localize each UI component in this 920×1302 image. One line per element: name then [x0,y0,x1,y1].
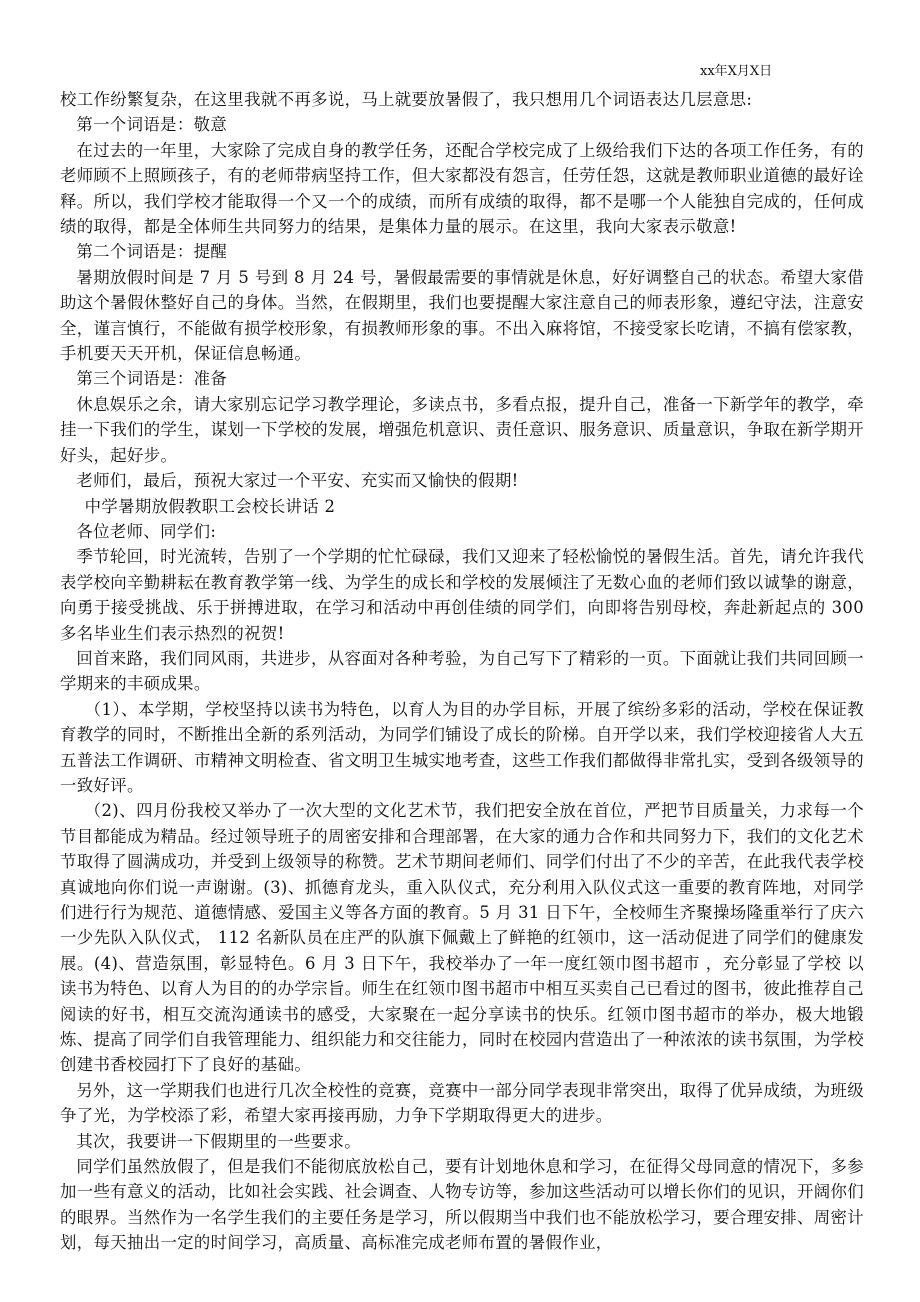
speech-title: 中学暑期放假教职工会校长讲话 2 [84,496,336,516]
paragraph: 季节轮回，时光流转，告别了一个学期的忙忙碌碌，我们又迎来了轻松愉悦的暑假生活。首先，请允许我代表学校向辛勤耕耘在教育教学第一线、为学生的成长和学校的发展倾注了无数心血的老师们致以诚挚的谢意，向勇于接受挑战、乐于拼搏进取，在学习和活动中再创佳绩的同学们，向即将告别母校，奔赴新起点的 300 多名毕业生们表示热烈的祝贺! [60,547,864,643]
section-heading: 第三个词语是：准备 [76,369,228,389]
paragraph: 其次，我要讲一下假期里的一些要求。 [76,1131,361,1151]
paragraph: 在过去的一年里，大家除了完成自身的教学任务，还配合学校完成了上级给我们下达的各项工作任务，有的老师顾不上照顾孩子，有的老师带病坚持工作，但大家都没有怨言，任劳任怨，这就是教师职业道德的最好诠释。所以，我们学校才能取得一个又一个的成绩，而所有成绩的取得，都不是哪一个人能独自完成的，任何成绩的取得，都是全体师生共同努力的结果，是集体力量的展示。在这里，我向大家表示敬意! [60,140,864,237]
document-body [60,87,864,1256]
paragraph: （2)、四月份我校又举办了一次大型的文化艺术节，我们把安全放在首位，严把节目质量关，力求每一个节目都能成为精品。经过领导班子的周密安排和合理部署，在大家的通力合作和共同努力下，我们的文化艺术节取得了圆满成功，并受到上级领导的称赞。艺术节期间老师们、同学们付出了不少的辛苦，在此我代表学校真诚地向你们说一声谢谢。(3)、抓德育龙头，重入队仪式，充分利用入队仪式这一重要的教育阵地，对同学们进行行为规范、道德情感、爱国主义等各方面的教育。5 月 31 日下午，全校师生齐聚操场隆重举行了庆六一少先队入队仪式， 112 名新队员在庄严的队旗下佩戴上了鲜艳的红领巾，这一活动促进了同学们的健康发展。(4)、营造氛围，彰显特色。6 月 3 日下午，我校举办了一年一度红领巾图书超市 ，充分彰显了学校 以读书为特色、以育人为目的的办学宗旨。师生在红领巾图书超市中相互买卖自己已看过的图书，彼此推荐自己阅读的好书，相互交流沟通读书的感受，大家聚在一起分享读书的快乐。红领巾图书超市的举办，极大地锻炼、提高了同学们自我管理能力、组织能力和交往能力，同时在校园内营造出了一种浓浓的读书氛围，为学校创建书香校园打下了良好的基础。 [60,801,864,1075]
paragraph: 暑期放假时间是 7 月 5 号到 8 月 24 号，暑假最需要的事情就是休息，好好调整自己的状态。希望大家借助这个暑假休整好自己的身体。当然，在假期里，我们也要提醒大家注意自己的师表形象，遵纪守法，注意安全，谨言慎行，不能做有损学校形象，有损教师形象的事。不出入麻将馆，不接受家长吃请，不搞有偿家教，手机要天天开机，保证信息畅通。 [60,267,864,364]
paragraph: 老师们，最后，预祝大家过一个平安、充实而又愉快的假期! [76,471,519,491]
paragraph: 另外，这一学期我们也进行几次全校性的竞赛，竞赛中一部分同学表现非常突出，取得了优异成绩，为班级争了光，为学校添了彩，希望大家再接再励，力争下学期取得更大的进步。 [60,1080,864,1126]
paragraph: 回首来路，我们同风雨，共进步，从容面对各种考验，为自己写下了精彩的一页。下面就让我们共同回顾一学期来的丰硕成果。 [60,648,864,694]
paragraph: 休息娱乐之余，请大家别忘记学习教学理论，多读点书，多看点报，提升自己，准备一下新学年的教学，牵挂一下我们的学生，谋划一下学校的发展，增强危机意识、责任意识、服务意识、质量意识，争取在新学期开好头，起好步。 [60,394,864,465]
section-heading: 第一个词语是：敬意 [76,115,228,135]
salutation: 各位老师、同学们: [76,521,217,541]
section-heading: 第二个词语是：提醒 [76,242,228,262]
paragraph: 同学们虽然放假了，但是我们不能彻底放松自己，要有计划地休息和学习，在征得父母同意的情况下，多参加一些有意义的活动，比如社会实践、社会调查、人物专访等，参加这些活动可以增长你们的见识，开阔你们的眼界。当然作为一名学生我们的主要任务是学习，所以假期当中我们也不能放松学习，要合理安排、周密计划，每天抽出一定的时间学习，高质量、高标准完成老师布置的暑假作业， [60,1157,864,1253]
paragraph: 校工作纷繁复杂，在这里我就不再多说，马上就要放暑假了，我只想用几个词语表达几层意思: [60,90,753,109]
header-date: xx年X月X日 [700,64,773,79]
paragraph: （1）、本学期，学校坚持以读书为特色，以育人为目的办学目标，开展了缤纷多彩的活动，学校在保证教育教学的同时，不断推出全新的系列活动，为同学们铺设了成长的阶梯。自开学以来，我们学校迎接省人大五五普法工作调研、市精神文明检查、省文明卫生城实地考查，这些工作我们都做得非常扎实，受到各级领导的一致好评。 [60,699,864,795]
